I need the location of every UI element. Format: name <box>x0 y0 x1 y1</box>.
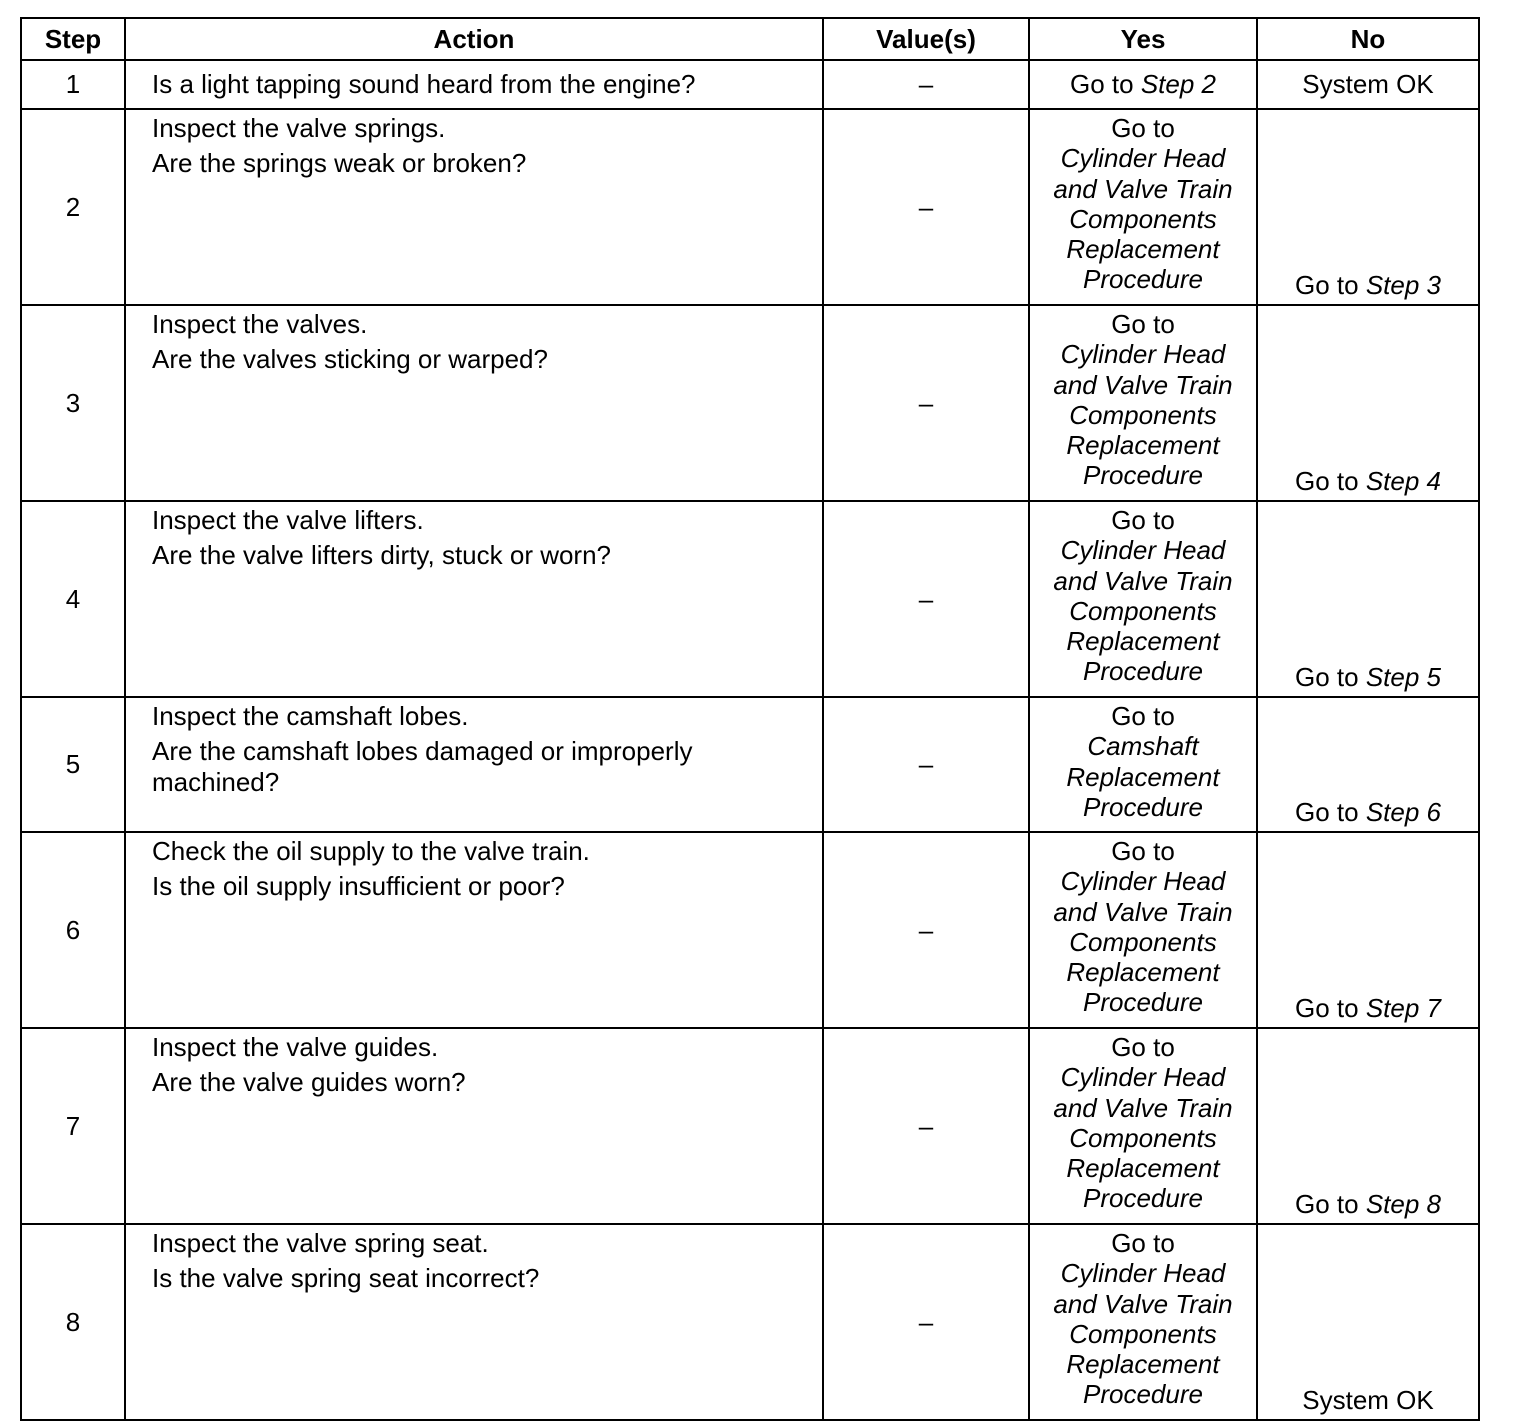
step-number: 7 <box>21 1028 125 1224</box>
action-instruction: Inspect the camshaft lobes. <box>152 701 469 731</box>
step-number: 3 <box>21 305 125 501</box>
no-prefix: System OK <box>1302 68 1434 99</box>
yes-procedure-link[interactable]: Camshaft Replacement Procedure <box>1066 731 1220 822</box>
no-step-link[interactable]: Step 5 <box>1365 661 1441 692</box>
no-cell <box>1257 60 1479 109</box>
step-number: 4 <box>21 501 125 697</box>
header-values: Value(s) <box>823 18 1029 60</box>
no-prefix: Go to <box>1295 796 1366 827</box>
yes-cell <box>1029 697 1257 832</box>
action-question: Are the valve guides worn? <box>152 1067 466 1098</box>
action-question: Are the valve lifters dirty, stuck or worn? <box>152 540 612 571</box>
no-cell <box>1257 697 1479 832</box>
no-step-link[interactable]: Step 8 <box>1365 1188 1441 1219</box>
yes-step-link[interactable]: Step 2 <box>1140 68 1216 99</box>
header-row <box>21 18 1479 60</box>
action-instruction: Inspect the valve spring seat. <box>152 1228 489 1258</box>
action-cell <box>125 697 823 832</box>
yes-procedure-link[interactable]: Cylinder Head and Valve Train Components Replacement Procedure <box>1053 866 1233 1018</box>
no-step-link[interactable]: Step 7 <box>1365 992 1441 1023</box>
header-no: No <box>1257 18 1479 60</box>
no-step-link[interactable]: Step 3 <box>1365 269 1441 300</box>
action-question: Is the oil supply insufficient or poor? <box>152 871 565 902</box>
diagnostic-table <box>20 17 1480 1421</box>
yes-procedure-link[interactable]: Cylinder Head and Valve Train Components Replacement Procedure <box>1053 1062 1233 1214</box>
no-prefix: Go to <box>1295 1188 1366 1219</box>
yes-prefix: Go to <box>1111 1228 1175 1258</box>
header-step: Step <box>21 18 125 60</box>
table-row <box>21 1224 1479 1420</box>
action-instruction: Is a light tapping sound heard from the engine? <box>152 69 696 100</box>
no-step-link[interactable]: Step 4 <box>1365 465 1441 496</box>
yes-procedure-link[interactable]: Cylinder Head and Valve Train Components Replacement Procedure <box>1053 143 1233 295</box>
yes-cell <box>1029 109 1257 305</box>
action-cell <box>125 60 823 109</box>
step-number: 5 <box>21 697 125 832</box>
yes-cell <box>1029 305 1257 501</box>
no-cell <box>1257 501 1479 697</box>
step-number: 1 <box>21 60 125 109</box>
action-instruction: Inspect the valve guides. <box>152 1032 439 1062</box>
value-cell: – <box>823 1028 1029 1224</box>
table-row <box>21 305 1479 501</box>
action-question: Are the camshaft lobes damaged or improperly machined? <box>152 736 693 797</box>
yes-cell <box>1029 1028 1257 1224</box>
no-cell <box>1257 305 1479 501</box>
table-row <box>21 832 1479 1028</box>
action-cell <box>125 501 823 697</box>
value-cell: – <box>823 1224 1029 1420</box>
table-row <box>21 1028 1479 1224</box>
action-cell <box>125 109 823 305</box>
header-action: Action <box>125 18 823 60</box>
action-cell <box>125 1028 823 1224</box>
action-cell <box>125 832 823 1028</box>
yes-cell <box>1029 501 1257 697</box>
no-cell <box>1257 1028 1479 1224</box>
table-row <box>21 501 1479 697</box>
table-row <box>21 60 1479 109</box>
no-prefix: Go to <box>1295 465 1366 496</box>
yes-procedure-link[interactable]: Cylinder Head and Valve Train Components Replacement Procedure <box>1053 1258 1233 1410</box>
yes-prefix: Go to <box>1111 113 1175 143</box>
no-prefix: Go to <box>1295 992 1366 1023</box>
no-prefix: Go to <box>1295 269 1366 300</box>
no-step-link[interactable]: Step 6 <box>1365 796 1441 827</box>
value-cell: – <box>823 60 1029 109</box>
yes-prefix: Go to <box>1111 309 1175 339</box>
action-question: Is the valve spring seat incorrect? <box>152 1263 540 1294</box>
value-cell: – <box>823 832 1029 1028</box>
action-instruction: Inspect the valve springs. <box>152 113 446 143</box>
yes-prefix: Go to <box>1070 68 1141 99</box>
action-question: Are the springs weak or broken? <box>152 148 527 179</box>
value-cell: – <box>823 501 1029 697</box>
action-question: Are the valves sticking or warped? <box>152 344 548 375</box>
table-row <box>21 109 1479 305</box>
yes-cell <box>1029 1224 1257 1420</box>
action-instruction: Check the oil supply to the valve train. <box>152 836 590 866</box>
value-cell: – <box>823 305 1029 501</box>
action-cell <box>125 305 823 501</box>
yes-cell <box>1029 60 1257 109</box>
yes-procedure-link[interactable]: Cylinder Head and Valve Train Components Replacement Procedure <box>1053 535 1233 687</box>
yes-prefix: Go to <box>1111 505 1175 535</box>
yes-prefix: Go to <box>1111 1032 1175 1062</box>
action-instruction: Inspect the valve lifters. <box>152 505 424 535</box>
action-instruction: Inspect the valves. <box>152 309 368 339</box>
table-body <box>21 60 1479 1420</box>
no-cell <box>1257 1224 1479 1420</box>
step-number: 6 <box>21 832 125 1028</box>
action-cell <box>125 1224 823 1420</box>
value-cell: – <box>823 109 1029 305</box>
no-prefix: System OK <box>1302 1384 1434 1415</box>
table-row <box>21 697 1479 832</box>
no-prefix: Go to <box>1295 661 1366 692</box>
yes-procedure-link[interactable]: Cylinder Head and Valve Train Components Replacement Procedure <box>1053 339 1233 491</box>
header-yes: Yes <box>1029 18 1257 60</box>
yes-prefix: Go to <box>1111 836 1175 866</box>
yes-cell <box>1029 832 1257 1028</box>
step-number: 8 <box>21 1224 125 1420</box>
yes-prefix: Go to <box>1111 701 1175 731</box>
no-cell <box>1257 109 1479 305</box>
no-cell <box>1257 832 1479 1028</box>
value-cell: – <box>823 697 1029 832</box>
step-number: 2 <box>21 109 125 305</box>
